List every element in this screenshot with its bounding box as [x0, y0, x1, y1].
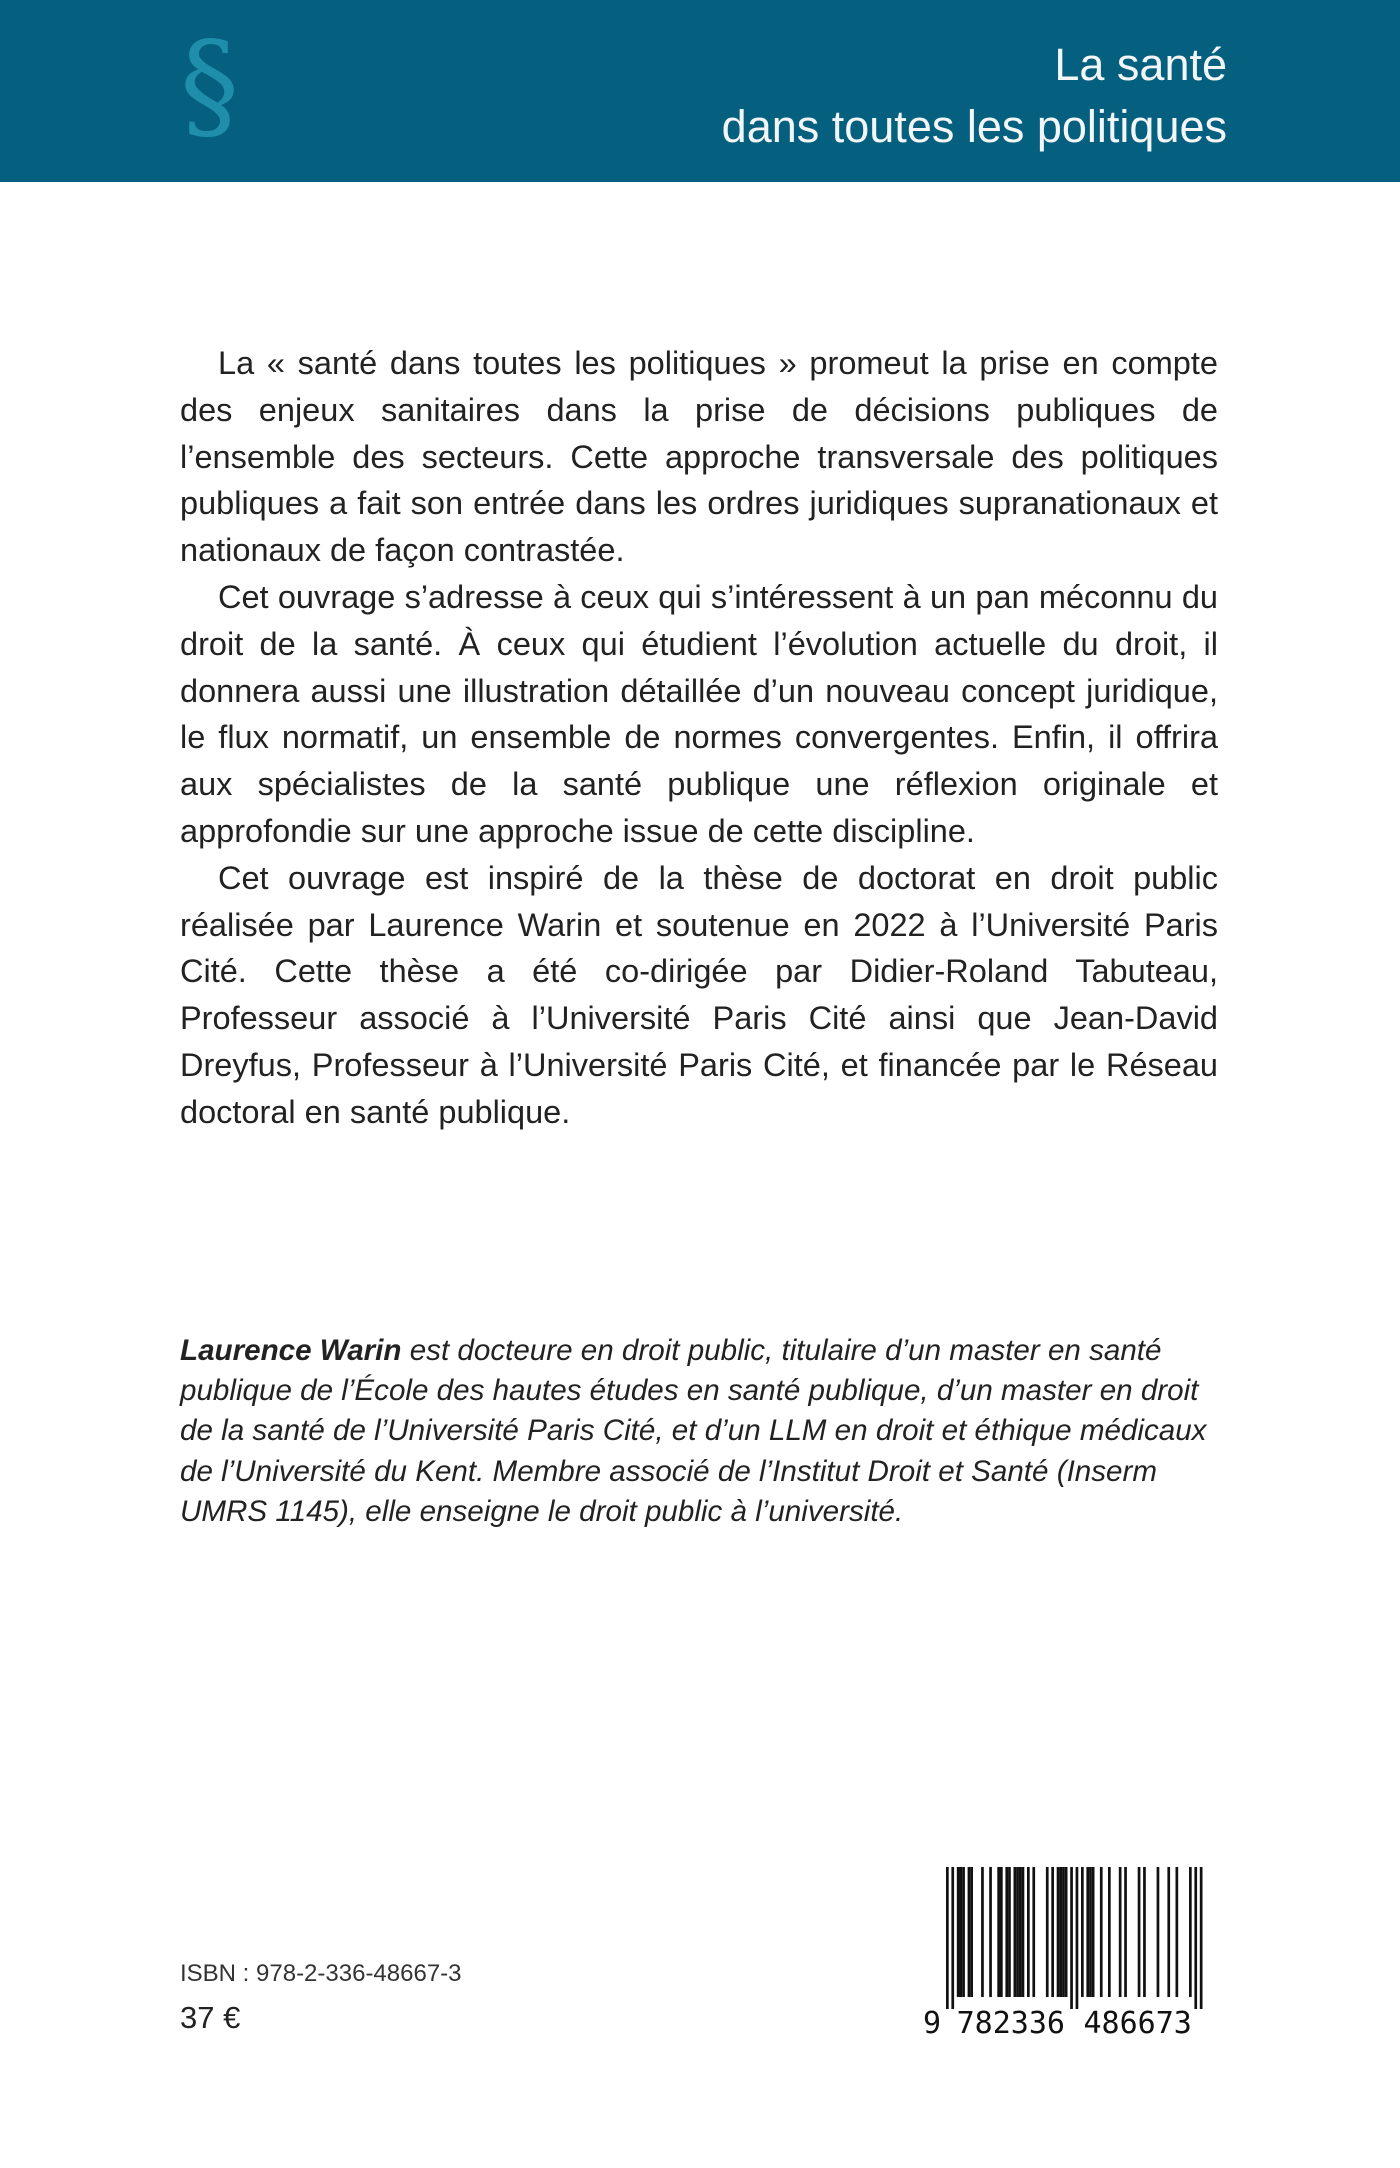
barcode-bar [1167, 1867, 1170, 1997]
summary-paragraph: Cet ouvrage est inspiré de la thèse de doctorat en droit public réalisée par Laurence Warin et soutenue en 2022 à l’Université Paris Cité. Cette thèse a été co-dirigée par Didier-Roland Tabuteau, Professeur associé à l’Université Paris Cité ainsi que Jean-David Dreyfus, Professeur à l’Université Paris Cité, et financée par le Réseau doctoral en santé publique. [180, 859, 1218, 1130]
barcode-bar [1124, 1867, 1127, 1997]
series-title-line-2: dans toutes les politiques [721, 101, 1227, 152]
author-bio [180, 1331, 1220, 1532]
barcode-bar [1057, 1867, 1060, 1997]
isbn-label: ISBN : 978-2-336-48667-3 [180, 1960, 462, 1987]
barcode-bar [1019, 1867, 1022, 1997]
barcode-bar [989, 1867, 992, 1997]
barcode-bar [1014, 1867, 1017, 1997]
barcode-bar [1062, 1867, 1065, 1997]
barcode-bar [1138, 1867, 1141, 1997]
barcode-bar [946, 1867, 949, 2009]
barcode-bar [1008, 1867, 1011, 1997]
barcode-bar [1005, 1867, 1008, 1997]
barcode-bar [1027, 1867, 1030, 1997]
book-summary [180, 340, 1218, 1136]
barcode-bar [1051, 1867, 1054, 1997]
barcode-bar [951, 1867, 954, 2009]
barcode-bar [968, 1867, 971, 1997]
barcode [920, 1865, 1220, 2040]
barcode-bar [1022, 1867, 1025, 1997]
barcode-bar [981, 1867, 984, 1997]
barcode-bar [1070, 1867, 1073, 2009]
barcode-bar [1089, 1867, 1092, 1997]
barcode-bar [1143, 1867, 1146, 1997]
barcode-bar [1100, 1867, 1103, 1997]
series-title-line-1: La santé [1054, 39, 1227, 90]
barcode-bar [1065, 1867, 1068, 1997]
summary-paragraph: Cet ouvrage s’adresse à ceux qui s’intéressent à un pan méconnu du droit de la santé. À ceux qui étudient l’évolution actuelle du droit, il donnera aussi une illustration détaillée d’un nouveau concept juridique, le flux normatif, un ensemble de normes convergentes. Enfin, il offrira aux spécialistes de la santé publique une réflexion originale et approfondie sur une approche issue de cette discipline. [180, 578, 1218, 849]
barcode-bar [1200, 1867, 1203, 2009]
barcode-bar [1081, 1867, 1084, 1997]
barcode-bar [960, 1867, 963, 1997]
barcode-digits: 486673 [1083, 2006, 1192, 2040]
barcode-digits: 9 [922, 2006, 942, 2040]
barcode-bar [1176, 1867, 1179, 1997]
summary-paragraph: La « santé dans toutes les politiques » promeut la prise en compte des enjeux sanitaires dans la prise de décisions publiques de l’ensemble des secteurs. Cette approche transversale des politiques publiques a fait son entrée dans les ordres juridiques supranationaux et nationaux de façon contrastée. [180, 345, 1218, 569]
barcode-bar [1108, 1867, 1111, 1997]
barcode-bar [1032, 1867, 1035, 1997]
barcode-bar [957, 1867, 960, 1997]
barcode-bar [1076, 1867, 1079, 2009]
barcode-digits: 782336 [956, 2006, 1065, 2040]
barcode-bar [997, 1867, 1000, 1997]
barcode-bar [1046, 1867, 1049, 1997]
barcode-bar [970, 1867, 973, 1997]
section-symbol-icon: § [180, 16, 239, 154]
barcode-bar [962, 1867, 965, 1997]
series-title [722, 34, 1227, 158]
price-label: 37 € [180, 2000, 241, 2035]
header-banner [0, 0, 1400, 182]
barcode-bar [1092, 1867, 1095, 1997]
barcode-bar [1189, 1867, 1192, 1997]
author-bio-text: est docteure en droit public, titulaire d’un master en santé publique de l’École des hautes études en santé publique, d’un master en droit de la santé de l’Université Paris Cité, et d’un LLM en droit et éthique médicaux de l’Université du Kent. Membre associé de l’Institut Droit et Santé (Inserm UMRS 1145), elle enseigne le droit public à l’université. [180, 1334, 1207, 1528]
barcode-bar [1157, 1867, 1160, 1997]
barcode-bar [1000, 1867, 1003, 1997]
barcode-bar [1059, 1867, 1062, 1997]
barcode-bar [1086, 1867, 1089, 1997]
author-name: Laurence Warin [180, 1334, 402, 1367]
barcode-graphic [920, 1865, 1220, 2040]
barcode-bar [1194, 1867, 1197, 2009]
barcode-bar [1119, 1867, 1122, 1997]
barcode-bar [1016, 1867, 1019, 1997]
